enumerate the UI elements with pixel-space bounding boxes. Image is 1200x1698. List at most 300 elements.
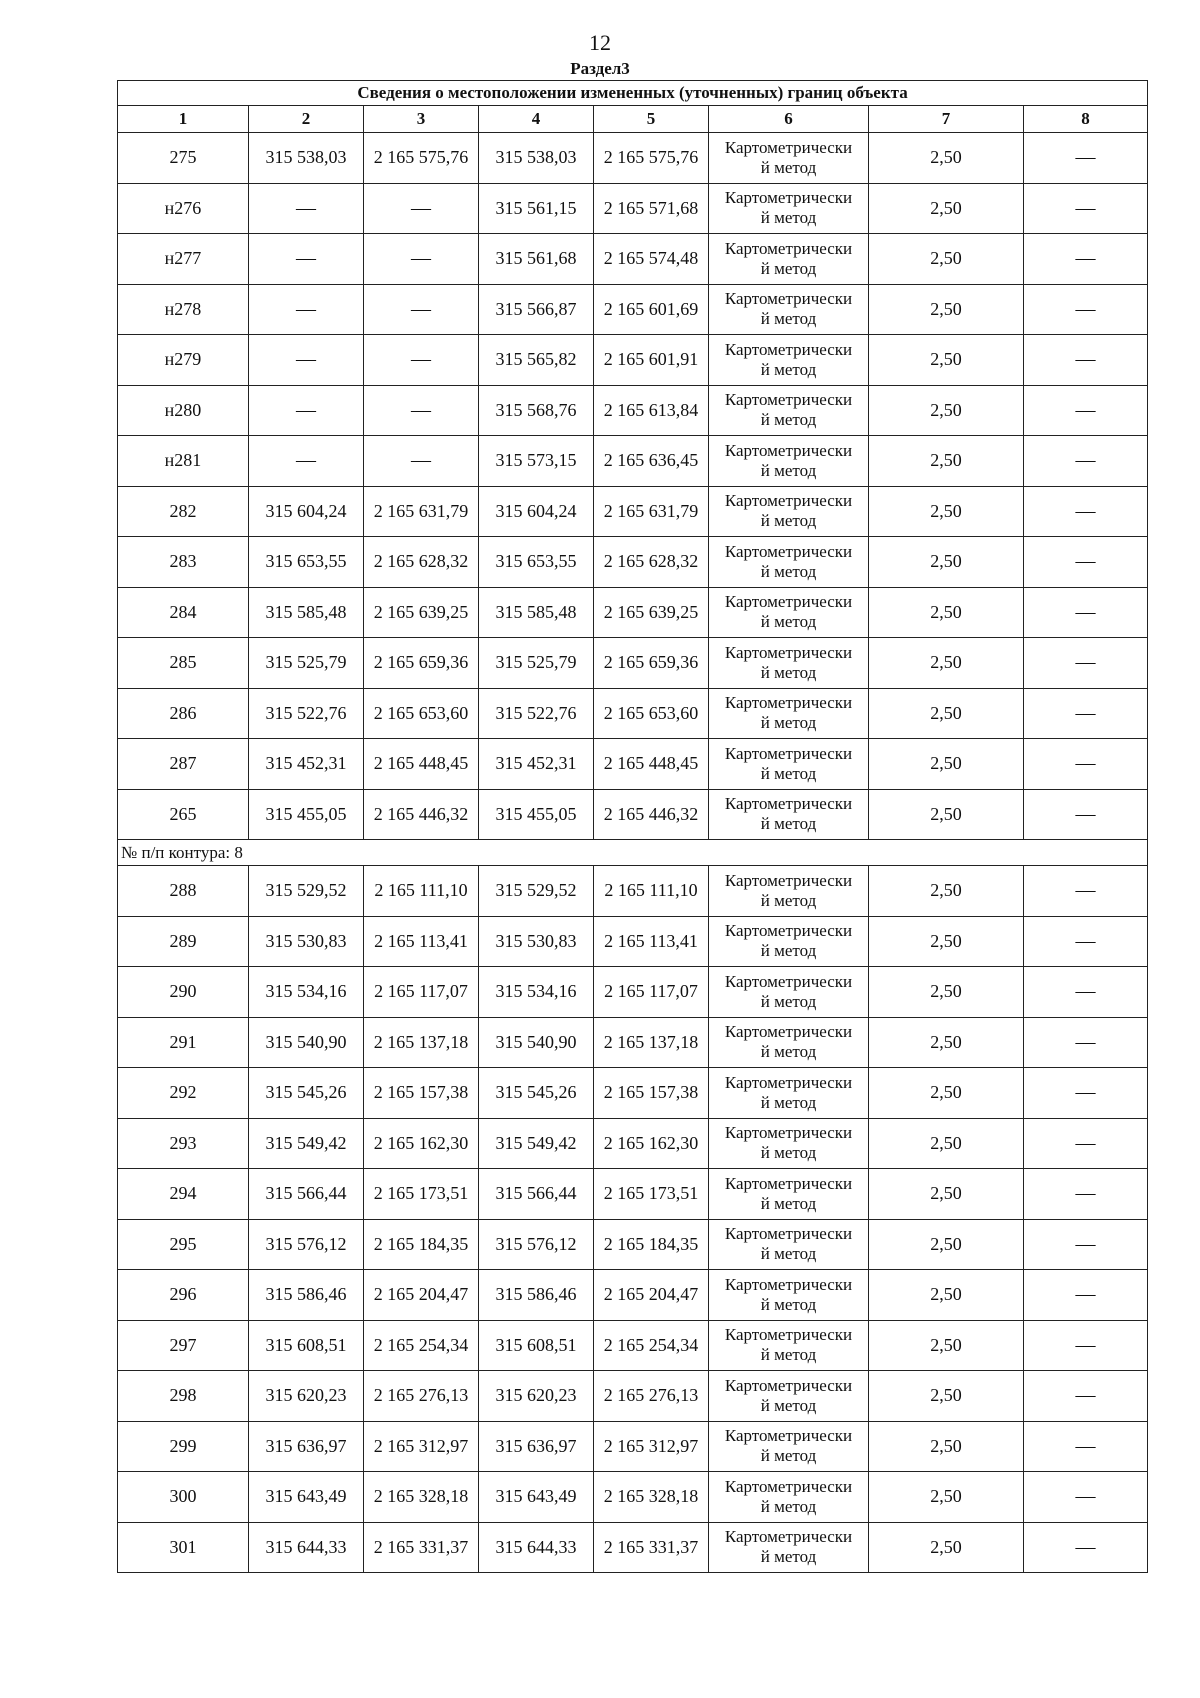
accuracy-cell: 2,50 bbox=[869, 638, 1024, 689]
description-cell: — bbox=[1024, 1270, 1148, 1321]
old-x-cell: 315 604,24 bbox=[249, 486, 364, 537]
new-x-cell: 315 636,97 bbox=[479, 1421, 594, 1472]
accuracy-cell: 2,50 bbox=[869, 1320, 1024, 1371]
new-x-cell: 315 620,23 bbox=[479, 1371, 594, 1422]
table-caption-row bbox=[118, 81, 1148, 106]
new-x-cell: 315 561,15 bbox=[479, 183, 594, 234]
method-line-2: й метод bbox=[760, 460, 817, 480]
old-y-cell: — bbox=[364, 335, 479, 386]
point-number-cell: н278 bbox=[118, 284, 249, 335]
method-cell bbox=[709, 1270, 869, 1321]
point-number-cell: н281 bbox=[118, 436, 249, 487]
new-x-cell: 315 608,51 bbox=[479, 1320, 594, 1371]
new-y-cell: 2 165 162,30 bbox=[594, 1118, 709, 1169]
old-x-cell: 315 455,05 bbox=[249, 789, 364, 840]
table-row bbox=[118, 183, 1148, 234]
method-cell bbox=[709, 284, 869, 335]
method-line-1: Картометрически bbox=[724, 794, 853, 814]
new-x-cell: 315 643,49 bbox=[479, 1472, 594, 1523]
new-y-cell: 2 165 575,76 bbox=[594, 133, 709, 184]
old-y-cell: 2 165 631,79 bbox=[364, 486, 479, 537]
accuracy-cell: 2,50 bbox=[869, 234, 1024, 285]
column-number: 8 bbox=[1024, 106, 1148, 133]
old-y-cell: — bbox=[364, 284, 479, 335]
method-line-1: Картометрически bbox=[724, 1224, 853, 1244]
method-line-1: Картометрически bbox=[724, 592, 853, 612]
point-number-cell: 300 bbox=[118, 1472, 249, 1523]
old-x-cell: 315 644,33 bbox=[249, 1522, 364, 1573]
new-x-cell: 315 653,55 bbox=[479, 537, 594, 588]
accuracy-cell: 2,50 bbox=[869, 1169, 1024, 1220]
new-x-cell: 315 561,68 bbox=[479, 234, 594, 285]
description-cell: — bbox=[1024, 1522, 1148, 1573]
method-cell bbox=[709, 1472, 869, 1523]
new-x-cell: 315 585,48 bbox=[479, 587, 594, 638]
accuracy-cell: 2,50 bbox=[869, 486, 1024, 537]
method-cell bbox=[709, 133, 869, 184]
old-y-cell: 2 165 448,45 bbox=[364, 739, 479, 790]
new-x-cell: 315 573,15 bbox=[479, 436, 594, 487]
method-line-1: Картометрически bbox=[724, 1072, 853, 1092]
point-number-cell: 292 bbox=[118, 1068, 249, 1119]
table-row bbox=[118, 385, 1148, 436]
method-line-2: й метод bbox=[760, 991, 817, 1011]
table-row bbox=[118, 1522, 1148, 1573]
method-cell bbox=[709, 587, 869, 638]
new-y-cell: 2 165 571,68 bbox=[594, 183, 709, 234]
method-cell bbox=[709, 739, 869, 790]
method-line-2: й метод bbox=[760, 1294, 817, 1314]
old-x-cell: 315 540,90 bbox=[249, 1017, 364, 1068]
section-title: Раздел3 bbox=[570, 59, 630, 78]
old-y-cell: 2 165 111,10 bbox=[364, 866, 479, 917]
method-cell bbox=[709, 789, 869, 840]
method-cell bbox=[709, 967, 869, 1018]
method-line-1: Картометрически bbox=[724, 971, 853, 991]
old-x-cell: — bbox=[249, 385, 364, 436]
new-y-cell: 2 165 117,07 bbox=[594, 967, 709, 1018]
method-cell bbox=[709, 1017, 869, 1068]
new-x-cell: 315 568,76 bbox=[479, 385, 594, 436]
method-line-1: Картометрически bbox=[724, 440, 853, 460]
old-x-cell: 315 538,03 bbox=[249, 133, 364, 184]
point-number-cell: 301 bbox=[118, 1522, 249, 1573]
new-y-cell: 2 165 601,91 bbox=[594, 335, 709, 386]
old-x-cell: 315 525,79 bbox=[249, 638, 364, 689]
method-line-2: й метод bbox=[760, 1395, 817, 1415]
table-row bbox=[118, 335, 1148, 386]
old-x-cell: — bbox=[249, 284, 364, 335]
method-line-1: Картометрически bbox=[724, 188, 853, 208]
method-cell bbox=[709, 916, 869, 967]
old-x-cell: — bbox=[249, 335, 364, 386]
point-number-cell: 289 bbox=[118, 916, 249, 967]
accuracy-cell: 2,50 bbox=[869, 688, 1024, 739]
description-cell: — bbox=[1024, 234, 1148, 285]
new-x-cell: 315 522,76 bbox=[479, 688, 594, 739]
point-number-cell: 290 bbox=[118, 967, 249, 1018]
table-row bbox=[118, 284, 1148, 335]
method-line-1: Картометрически bbox=[724, 1476, 853, 1496]
method-line-2: й метод bbox=[760, 1193, 817, 1213]
point-number-cell: н276 bbox=[118, 183, 249, 234]
table-row bbox=[118, 537, 1148, 588]
method-line-1: Картометрически bbox=[724, 1123, 853, 1143]
accuracy-cell: 2,50 bbox=[869, 587, 1024, 638]
description-cell: — bbox=[1024, 1118, 1148, 1169]
accuracy-cell: 2,50 bbox=[869, 1472, 1024, 1523]
new-y-cell: 2 165 639,25 bbox=[594, 587, 709, 638]
table-row bbox=[118, 1421, 1148, 1472]
method-cell bbox=[709, 537, 869, 588]
accuracy-cell: 2,50 bbox=[869, 739, 1024, 790]
method-line-2: й метод bbox=[760, 1496, 817, 1516]
method-line-2: й метод bbox=[760, 258, 817, 278]
old-y-cell: 2 165 184,35 bbox=[364, 1219, 479, 1270]
new-y-cell: 2 165 113,41 bbox=[594, 916, 709, 967]
new-x-cell: 315 565,82 bbox=[479, 335, 594, 386]
method-line-1: Картометрически bbox=[724, 1426, 853, 1446]
old-x-cell: — bbox=[249, 234, 364, 285]
boundary-coordinates-table bbox=[117, 80, 1148, 1573]
new-x-cell: 315 529,52 bbox=[479, 866, 594, 917]
accuracy-cell: 2,50 bbox=[869, 916, 1024, 967]
table-row bbox=[118, 133, 1148, 184]
description-cell: — bbox=[1024, 1219, 1148, 1270]
description-cell: — bbox=[1024, 1320, 1148, 1371]
method-line-2: й метод bbox=[760, 713, 817, 733]
old-x-cell: 315 643,49 bbox=[249, 1472, 364, 1523]
method-cell bbox=[709, 1169, 869, 1220]
old-y-cell: 2 165 173,51 bbox=[364, 1169, 479, 1220]
method-line-2: й метод bbox=[760, 410, 817, 430]
description-cell: — bbox=[1024, 967, 1148, 1018]
table-row bbox=[118, 1068, 1148, 1119]
point-number-cell: н279 bbox=[118, 335, 249, 386]
method-cell bbox=[709, 688, 869, 739]
point-number-cell: 288 bbox=[118, 866, 249, 917]
table-row bbox=[118, 1472, 1148, 1523]
method-line-1: Картометрически bbox=[724, 1375, 853, 1395]
old-y-cell: 2 165 117,07 bbox=[364, 967, 479, 1018]
method-cell bbox=[709, 866, 869, 917]
method-cell bbox=[709, 335, 869, 386]
new-x-cell: 315 566,44 bbox=[479, 1169, 594, 1220]
description-cell: — bbox=[1024, 866, 1148, 917]
column-number-row bbox=[118, 106, 1148, 133]
column-number: 2 bbox=[249, 106, 364, 133]
accuracy-cell: 2,50 bbox=[869, 335, 1024, 386]
method-line-2: й метод bbox=[760, 1547, 817, 1567]
description-cell: — bbox=[1024, 1169, 1148, 1220]
accuracy-cell: 2,50 bbox=[869, 385, 1024, 436]
point-number-cell: 284 bbox=[118, 587, 249, 638]
accuracy-cell: 2,50 bbox=[869, 284, 1024, 335]
table-row bbox=[118, 1118, 1148, 1169]
old-x-cell: 315 636,97 bbox=[249, 1421, 364, 1472]
description-cell: — bbox=[1024, 335, 1148, 386]
method-cell bbox=[709, 1371, 869, 1422]
method-cell bbox=[709, 1320, 869, 1371]
description-cell: — bbox=[1024, 1371, 1148, 1422]
method-line-1: Картометрически bbox=[724, 870, 853, 890]
method-line-1: Картометрически bbox=[724, 642, 853, 662]
method-line-2: й метод bbox=[760, 309, 817, 329]
new-x-cell: 315 586,46 bbox=[479, 1270, 594, 1321]
old-y-cell: 2 165 276,13 bbox=[364, 1371, 479, 1422]
old-y-cell: 2 165 204,47 bbox=[364, 1270, 479, 1321]
method-line-2: й метод bbox=[760, 763, 817, 783]
table-row bbox=[118, 1270, 1148, 1321]
new-x-cell: 315 538,03 bbox=[479, 133, 594, 184]
new-x-cell: 315 644,33 bbox=[479, 1522, 594, 1573]
method-line-1: Картометрически bbox=[724, 1022, 853, 1042]
new-x-cell: 315 540,90 bbox=[479, 1017, 594, 1068]
old-y-cell: — bbox=[364, 385, 479, 436]
description-cell: — bbox=[1024, 916, 1148, 967]
new-y-cell: 2 165 446,32 bbox=[594, 789, 709, 840]
new-x-cell: 315 549,42 bbox=[479, 1118, 594, 1169]
point-number-cell: 282 bbox=[118, 486, 249, 537]
new-y-cell: 2 165 184,35 bbox=[594, 1219, 709, 1270]
method-line-2: й метод bbox=[760, 1244, 817, 1264]
old-x-cell: 315 452,31 bbox=[249, 739, 364, 790]
new-y-cell: 2 165 331,37 bbox=[594, 1522, 709, 1573]
old-y-cell: 2 165 659,36 bbox=[364, 638, 479, 689]
method-cell bbox=[709, 1522, 869, 1573]
point-number-cell: н280 bbox=[118, 385, 249, 436]
method-line-1: Картометрически bbox=[724, 339, 853, 359]
column-number: 3 bbox=[364, 106, 479, 133]
point-number-cell: 283 bbox=[118, 537, 249, 588]
old-x-cell: 315 620,23 bbox=[249, 1371, 364, 1422]
old-y-cell: 2 165 328,18 bbox=[364, 1472, 479, 1523]
method-cell bbox=[709, 234, 869, 285]
old-y-cell: 2 165 137,18 bbox=[364, 1017, 479, 1068]
new-y-cell: 2 165 613,84 bbox=[594, 385, 709, 436]
table-caption: Сведения о местоположении измененных (уточненных) границ объекта bbox=[118, 81, 1148, 106]
table-row bbox=[118, 688, 1148, 739]
point-number-cell: н277 bbox=[118, 234, 249, 285]
old-y-cell: 2 165 162,30 bbox=[364, 1118, 479, 1169]
method-line-2: й метод bbox=[760, 612, 817, 632]
method-line-1: Картометрически bbox=[724, 390, 853, 410]
new-x-cell: 315 604,24 bbox=[479, 486, 594, 537]
old-x-cell: 315 529,52 bbox=[249, 866, 364, 917]
column-number: 6 bbox=[709, 106, 869, 133]
old-y-cell: 2 165 157,38 bbox=[364, 1068, 479, 1119]
point-number-cell: 285 bbox=[118, 638, 249, 689]
method-line-2: й метод bbox=[760, 814, 817, 834]
table-row bbox=[118, 638, 1148, 689]
old-x-cell: 315 586,46 bbox=[249, 1270, 364, 1321]
method-line-1: Картометрически bbox=[724, 1173, 853, 1193]
new-y-cell: 2 165 137,18 bbox=[594, 1017, 709, 1068]
description-cell: — bbox=[1024, 183, 1148, 234]
new-x-cell: 315 525,79 bbox=[479, 638, 594, 689]
point-number-cell: 286 bbox=[118, 688, 249, 739]
new-x-cell: 315 545,26 bbox=[479, 1068, 594, 1119]
method-line-2: й метод bbox=[760, 1042, 817, 1062]
method-cell bbox=[709, 436, 869, 487]
method-line-1: Картометрически bbox=[724, 1325, 853, 1345]
table-row bbox=[118, 587, 1148, 638]
point-number-cell: 265 bbox=[118, 789, 249, 840]
table-row bbox=[118, 1371, 1148, 1422]
description-cell: — bbox=[1024, 385, 1148, 436]
point-number-cell: 294 bbox=[118, 1169, 249, 1220]
new-y-cell: 2 165 312,97 bbox=[594, 1421, 709, 1472]
accuracy-cell: 2,50 bbox=[869, 1371, 1024, 1422]
table-row bbox=[118, 486, 1148, 537]
accuracy-cell: 2,50 bbox=[869, 1219, 1024, 1270]
old-x-cell: — bbox=[249, 436, 364, 487]
accuracy-cell: 2,50 bbox=[869, 183, 1024, 234]
old-x-cell: 315 608,51 bbox=[249, 1320, 364, 1371]
method-line-2: й метод bbox=[760, 561, 817, 581]
new-y-cell: 2 165 173,51 bbox=[594, 1169, 709, 1220]
description-cell: — bbox=[1024, 739, 1148, 790]
column-number: 7 bbox=[869, 106, 1024, 133]
accuracy-cell: 2,50 bbox=[869, 133, 1024, 184]
method-cell bbox=[709, 1421, 869, 1472]
table-row bbox=[118, 436, 1148, 487]
new-y-cell: 2 165 204,47 bbox=[594, 1270, 709, 1321]
method-line-2: й метод bbox=[760, 1446, 817, 1466]
old-x-cell: 315 576,12 bbox=[249, 1219, 364, 1270]
point-number-cell: 293 bbox=[118, 1118, 249, 1169]
method-line-2: й метод bbox=[760, 941, 817, 961]
old-x-cell: 315 534,16 bbox=[249, 967, 364, 1018]
method-line-2: й метод bbox=[760, 1345, 817, 1365]
accuracy-cell: 2,50 bbox=[869, 866, 1024, 917]
description-cell: — bbox=[1024, 133, 1148, 184]
old-x-cell: 315 545,26 bbox=[249, 1068, 364, 1119]
new-y-cell: 2 165 601,69 bbox=[594, 284, 709, 335]
description-cell: — bbox=[1024, 587, 1148, 638]
new-x-cell: 315 576,12 bbox=[479, 1219, 594, 1270]
accuracy-cell: 2,50 bbox=[869, 436, 1024, 487]
table-row bbox=[118, 1219, 1148, 1270]
new-y-cell: 2 165 448,45 bbox=[594, 739, 709, 790]
method-line-2: й метод bbox=[760, 1143, 817, 1163]
method-cell bbox=[709, 1219, 869, 1270]
method-cell bbox=[709, 1068, 869, 1119]
table-row bbox=[118, 1169, 1148, 1220]
description-cell: — bbox=[1024, 436, 1148, 487]
new-y-cell: 2 165 157,38 bbox=[594, 1068, 709, 1119]
old-x-cell: 315 653,55 bbox=[249, 537, 364, 588]
old-x-cell: 315 522,76 bbox=[249, 688, 364, 739]
old-y-cell: 2 165 312,97 bbox=[364, 1421, 479, 1472]
new-y-cell: 2 165 631,79 bbox=[594, 486, 709, 537]
old-y-cell: — bbox=[364, 234, 479, 285]
old-x-cell: 315 585,48 bbox=[249, 587, 364, 638]
description-cell: — bbox=[1024, 486, 1148, 537]
description-cell: — bbox=[1024, 1421, 1148, 1472]
old-x-cell: 315 566,44 bbox=[249, 1169, 364, 1220]
old-y-cell: 2 165 628,32 bbox=[364, 537, 479, 588]
old-y-cell: 2 165 113,41 bbox=[364, 916, 479, 967]
table-row bbox=[118, 234, 1148, 285]
accuracy-cell: 2,50 bbox=[869, 1068, 1024, 1119]
new-y-cell: 2 165 574,48 bbox=[594, 234, 709, 285]
new-y-cell: 2 165 111,10 bbox=[594, 866, 709, 917]
contour-row bbox=[118, 840, 1148, 866]
method-cell bbox=[709, 1118, 869, 1169]
new-y-cell: 2 165 254,34 bbox=[594, 1320, 709, 1371]
column-number: 1 bbox=[118, 106, 249, 133]
new-y-cell: 2 165 659,36 bbox=[594, 638, 709, 689]
point-number-cell: 291 bbox=[118, 1017, 249, 1068]
accuracy-cell: 2,50 bbox=[869, 1270, 1024, 1321]
new-x-cell: 315 534,16 bbox=[479, 967, 594, 1018]
accuracy-cell: 2,50 bbox=[869, 789, 1024, 840]
accuracy-cell: 2,50 bbox=[869, 967, 1024, 1018]
method-line-2: й метод bbox=[760, 208, 817, 228]
new-y-cell: 2 165 328,18 bbox=[594, 1472, 709, 1523]
new-x-cell: 315 452,31 bbox=[479, 739, 594, 790]
column-number: 4 bbox=[479, 106, 594, 133]
old-y-cell: 2 165 575,76 bbox=[364, 133, 479, 184]
method-line-1: Картометрически bbox=[724, 743, 853, 763]
method-line-1: Картометрически bbox=[724, 1274, 853, 1294]
description-cell: — bbox=[1024, 638, 1148, 689]
page-number: 12 bbox=[589, 30, 611, 55]
point-number-cell: 275 bbox=[118, 133, 249, 184]
contour-label: № п/п контура: 8 bbox=[118, 840, 1148, 866]
method-line-2: й метод bbox=[760, 1092, 817, 1112]
method-line-1: Картометрически bbox=[724, 921, 853, 941]
new-y-cell: 2 165 653,60 bbox=[594, 688, 709, 739]
method-line-2: й метод bbox=[760, 511, 817, 531]
method-line-1: Картометрически bbox=[724, 693, 853, 713]
table-row bbox=[118, 739, 1148, 790]
accuracy-cell: 2,50 bbox=[869, 1017, 1024, 1068]
table-row bbox=[118, 916, 1148, 967]
method-cell bbox=[709, 183, 869, 234]
description-cell: — bbox=[1024, 284, 1148, 335]
old-y-cell: — bbox=[364, 436, 479, 487]
point-number-cell: 296 bbox=[118, 1270, 249, 1321]
accuracy-cell: 2,50 bbox=[869, 1118, 1024, 1169]
old-y-cell: 2 165 653,60 bbox=[364, 688, 479, 739]
point-number-cell: 299 bbox=[118, 1421, 249, 1472]
old-x-cell: 315 530,83 bbox=[249, 916, 364, 967]
old-y-cell: 2 165 639,25 bbox=[364, 587, 479, 638]
method-cell bbox=[709, 486, 869, 537]
accuracy-cell: 2,50 bbox=[869, 537, 1024, 588]
new-y-cell: 2 165 636,45 bbox=[594, 436, 709, 487]
point-number-cell: 287 bbox=[118, 739, 249, 790]
description-cell: — bbox=[1024, 789, 1148, 840]
table-row bbox=[118, 866, 1148, 917]
method-line-1: Картометрически bbox=[724, 541, 853, 561]
method-line-1: Картометрически bbox=[724, 137, 853, 157]
old-y-cell: — bbox=[364, 183, 479, 234]
point-number-cell: 298 bbox=[118, 1371, 249, 1422]
old-x-cell: — bbox=[249, 183, 364, 234]
old-y-cell: 2 165 254,34 bbox=[364, 1320, 479, 1371]
description-cell: — bbox=[1024, 1472, 1148, 1523]
point-number-cell: 297 bbox=[118, 1320, 249, 1371]
new-x-cell: 315 530,83 bbox=[479, 916, 594, 967]
old-y-cell: 2 165 446,32 bbox=[364, 789, 479, 840]
method-line-1: Картометрически bbox=[724, 491, 853, 511]
method-cell bbox=[709, 638, 869, 689]
table-row bbox=[118, 789, 1148, 840]
column-number: 5 bbox=[594, 106, 709, 133]
